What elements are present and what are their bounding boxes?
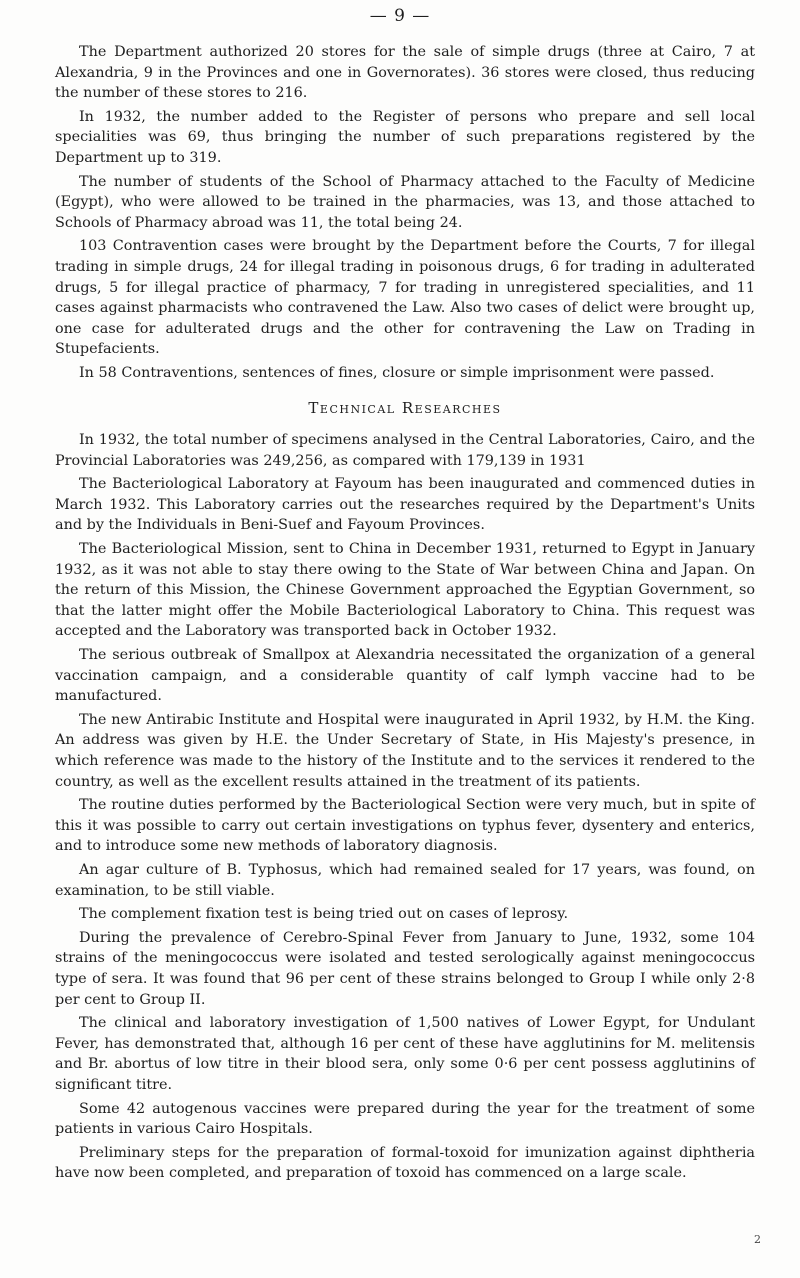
paragraph-autogenous-vaccines: Some 42 autogenous vaccines were prepared during the year for the treatment of some patients in various Cairo Hospitals. [55, 1100, 755, 1138]
paragraph-diphtheria-toxoid: Preliminary steps for the preparation of formal-toxoid for imunization against diphtheria have now been completed, and preparation of toxoid has commenced on a large scale. [55, 1144, 755, 1182]
paragraph-smallpox: The serious outbreak of Smallpox at Alexandria necessitated the organization of a general vaccination campaign, and a considerable quantity of calf lymph vaccine had to be manufactured. [55, 647, 755, 705]
page-number: — 9 — [369, 6, 431, 26]
paragraph-contravention-cases: 103 Contravention cases were brought by the Department before the Courts, 7 for illegal trading in simple drugs, 24 for illegal trading in poisonous drugs, 6 for trading in adulterated drugs, 5 for illegal practice of pharmacy, 7 for trading in unregistered specialities, and 11 cases against pharmacists who contravened the Law. Also two cases of delict were brought up, one case for adulterated drugs and the other for contravening the Law on Trading in Stupefacients. [55, 238, 755, 358]
paragraph-routine-duties: The routine duties performed by the Bacteriological Section were very much, but in spite of this it was possible to carry out certain investigations on typhus fever, dysentery and enterics, and to introduce some new methods of laboratory diagnosis. [55, 797, 755, 855]
paragraphs-technical-researches [55, 430, 755, 1184]
paragraphs-before-section [55, 42, 755, 384]
paragraph-antirabic-institute: The new Antirabic Institute and Hospital were inaugurated in April 1932, by H.M. the King. An address was given by H.E. the Under Secretary of State, in His Majesty's presence, in which reference was made to the history of the Institute and to the services it rendered to the country, as well as the excellent results attained in the treatment of its patients. [55, 711, 755, 790]
paragraph-complement-fixation: The complement fixation test is being tried out on cases of leprosy. [79, 906, 569, 923]
paragraph-sentences: In 58 Contraventions, sentences of fines, closure or simple imprisonment were passed. [79, 364, 715, 381]
paragraph-undulant-fever: The clinical and laboratory investigation of 1,500 natives of Lower Egypt, for Undulant Fever, has demonstrated that, although 16 per cent of these have agglutinins for M. melitensis and Br. abortus of low titre in their blood sera, only some 0·6 per cent possess agglutinins of significant titre. [55, 1015, 755, 1093]
paragraph-pharmacy-students: The number of students of the School of Pharmacy attached to the Faculty of Medicine (Egypt), who were allowed to be trained in the pharmacies, was 13, and those attached to Schools of Pharmacy abroad was 11, the total being 24. [55, 173, 755, 231]
paragraph-local-specialities: In 1932, the number added to the Register of persons who prepare and sell local specialities was 69, thus bringing the number of such preparations registered by the Department up to 319. [55, 108, 755, 166]
section-heading: Technical Researches [308, 398, 502, 417]
paragraph-agar-culture: An agar culture of B. Typhosus, which had remained sealed for 17 years, was found, on examination, to be still viable. [55, 861, 755, 899]
paragraph-cerebro-spinal-fever: During the prevalence of Cerebro-Spinal Fever from January to June, 1932, some 104 strains of the meningococcus were isolated and tested serologically against meningococcus type of sera. It was found that 96 per cent of these strains belonged to Group I while only 2·8 per cent to Group II. [55, 929, 755, 1008]
paragraph-drug-stores: The Department authorized 20 stores for the sale of simple drugs (three at Cairo, 7 at Alexandria, 9 in the Provinces and one in Governorates). 36 stores were closed, thus reducing the number of these stores to 216. [55, 44, 755, 102]
paragraph-specimens-analysed: In 1932, the total number of specimens analysed in the Central Laboratories, Cairo, and the Provincial Laboratories was 249,256, as compared with 179,139 in 1931 [55, 432, 755, 469]
body-text [55, 42, 755, 1187]
footer-mark: 2 [754, 1233, 761, 1246]
paragraph-fayoum-laboratory: The Bacteriological Laboratory at Fayoum has been inaugurated and commenced duties in March 1932. This Laboratory carries out the researches required by the Department's Units and by the Individuals in Beni-Suef and Fayoum Provinces. [55, 476, 755, 534]
paragraph-china-mission: The Bacteriological Mission, sent to China in December 1931, returned to Egypt in January 1932, as it was not able to stay there owing to the State of War between China and Japan. On the return of this Mission, the Chinese Government approached the Egyptian Government, so that the latter might offer the Mobile Bacteriological Laboratory to China. This request was accepted and the Laboratory was transported back in October 1932. [55, 541, 755, 640]
